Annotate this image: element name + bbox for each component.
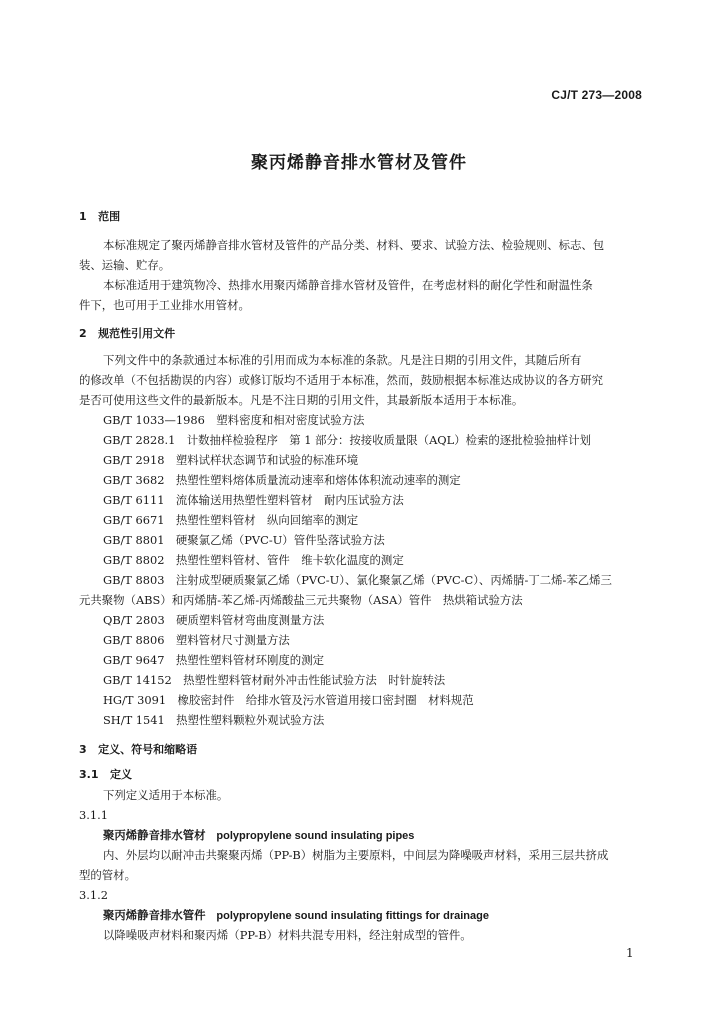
- reference-item: GB/T 6111 流体输送用热塑性塑料管材 耐内压试验方法: [103, 493, 404, 507]
- clause-number: 3.1.2: [79, 888, 108, 902]
- term-chinese: 聚丙烯静音排水管件: [103, 908, 206, 922]
- reference-item: GB/T 8803 注射成型硬质聚氯乙烯（PVC-U）、氯化聚氯乙烯（PVC-C）、丙烯腈-丁二烯-苯乙烯三: [103, 573, 612, 587]
- section-number: 3: [79, 743, 87, 756]
- reference-item: GB/T 2828.1 计数抽样检验程序 第 1 部分：按接收质量限（AQL）检索的逐批检验抽样计划: [103, 433, 591, 447]
- clause-number: 3.1.1: [79, 808, 108, 822]
- reference-item: GB/T 8806 塑料管材尺寸测量方法: [103, 633, 290, 647]
- paragraph-line: 本标准规定了聚丙烯静音排水管材及管件的产品分类、材料、要求、试验方法、检验规则、标志、包: [103, 238, 605, 252]
- paragraph-line: 本标准适用于建筑物冷、热排水用聚丙烯静音排水管材及管件，在考虑材料的耐化学性和耐温性条: [103, 278, 593, 292]
- definition-line: 型的管材。: [79, 868, 136, 882]
- section-title: 规范性引用文件: [98, 327, 176, 340]
- reference-item: HG/T 3091 橡胶密封件 给排水管及污水管道用接口密封圈 材料规范: [103, 693, 474, 707]
- term-chinese: 聚丙烯静音排水管材: [103, 828, 206, 842]
- reference-item-continuation: 元共聚物（ABS）和丙烯腈-苯乙烯-丙烯酸盐三元共聚物（ASA）管件 热烘箱试验方法: [79, 593, 523, 607]
- paragraph-line: 下列定义适用于本标准。: [103, 788, 229, 802]
- paragraph-line: 是否可使用这些文件的最新版本。凡是不注日期的引用文件，其最新版本适用于本标准。: [79, 393, 524, 407]
- paragraph-line: 装、运输、贮存。: [79, 258, 171, 272]
- subsection-title: 定义: [110, 768, 132, 781]
- section-2-heading: [79, 327, 175, 341]
- section-1-heading: [79, 210, 120, 224]
- subsection-3-1-heading: [79, 768, 132, 782]
- definition-line: 内、外层均以耐冲击共聚聚丙烯（PP-B）树脂为主要原料，中间层为降噪吸声材料，采用三层共挤成: [103, 848, 609, 862]
- subsection-number: 3.1: [79, 768, 99, 781]
- section-3-heading: [79, 743, 197, 757]
- reference-item: GB/T 8802 热塑性塑料管材、管件 维卡软化温度的测定: [103, 553, 404, 567]
- reference-item: GB/T 3682 热塑性塑料熔体质量流动速率和熔体体积流动速率的测定: [103, 473, 461, 487]
- paragraph-line: 的修改单（不包括勘误的内容）或修订版均不适用于本标准，然而，鼓励根据本标准达成协议的各方研究: [79, 373, 603, 387]
- section-number: 2: [79, 327, 87, 340]
- reference-item: GB/T 8801 硬聚氯乙烯（PVC-U）管件坠落试验方法: [103, 533, 385, 547]
- reference-item: QB/T 2803 硬质塑料管材弯曲度测量方法: [103, 613, 325, 627]
- reference-item: GB/T 9647 热塑性塑料管材环刚度的测定: [103, 653, 324, 667]
- definition-line: 以降噪吸声材料和聚丙烯（PP-B）材料共混专用料，经注射成型的管件。: [103, 928, 472, 942]
- paragraph-line: 下列文件中的条款通过本标准的引用而成为本标准的条款。凡是注日期的引用文件，其随后所有: [103, 353, 582, 367]
- document-title: 聚丙烯静音排水管材及管件: [251, 153, 467, 173]
- standard-number: CJ/T 273—2008: [551, 88, 642, 102]
- term-line: [103, 828, 414, 843]
- section-title: 定义、符号和缩略语: [98, 743, 198, 756]
- term-english: polypropylene sound insulating fittings for drainage: [216, 910, 489, 922]
- reference-item: SH/T 1541 热塑性塑料颗粒外观试验方法: [103, 713, 325, 727]
- reference-item: GB/T 2918 塑料试样状态调节和试验的标准环境: [103, 453, 359, 467]
- reference-item: GB/T 6671 热塑性塑料管材 纵向回缩率的测定: [103, 513, 359, 527]
- term-line: [103, 908, 489, 923]
- paragraph-line: 件下，也可用于工业排水用管材。: [79, 298, 250, 312]
- reference-item: GB/T 14152 热塑性塑料管材耐外冲击性能试验方法 时针旋转法: [103, 673, 446, 687]
- section-number: 1: [79, 210, 87, 223]
- page-number: 1: [626, 946, 634, 960]
- section-title: 范围: [98, 210, 121, 223]
- term-english: polypropylene sound insulating pipes: [216, 830, 415, 842]
- reference-item: GB/T 1033—1986 塑料密度和相对密度试验方法: [103, 413, 365, 427]
